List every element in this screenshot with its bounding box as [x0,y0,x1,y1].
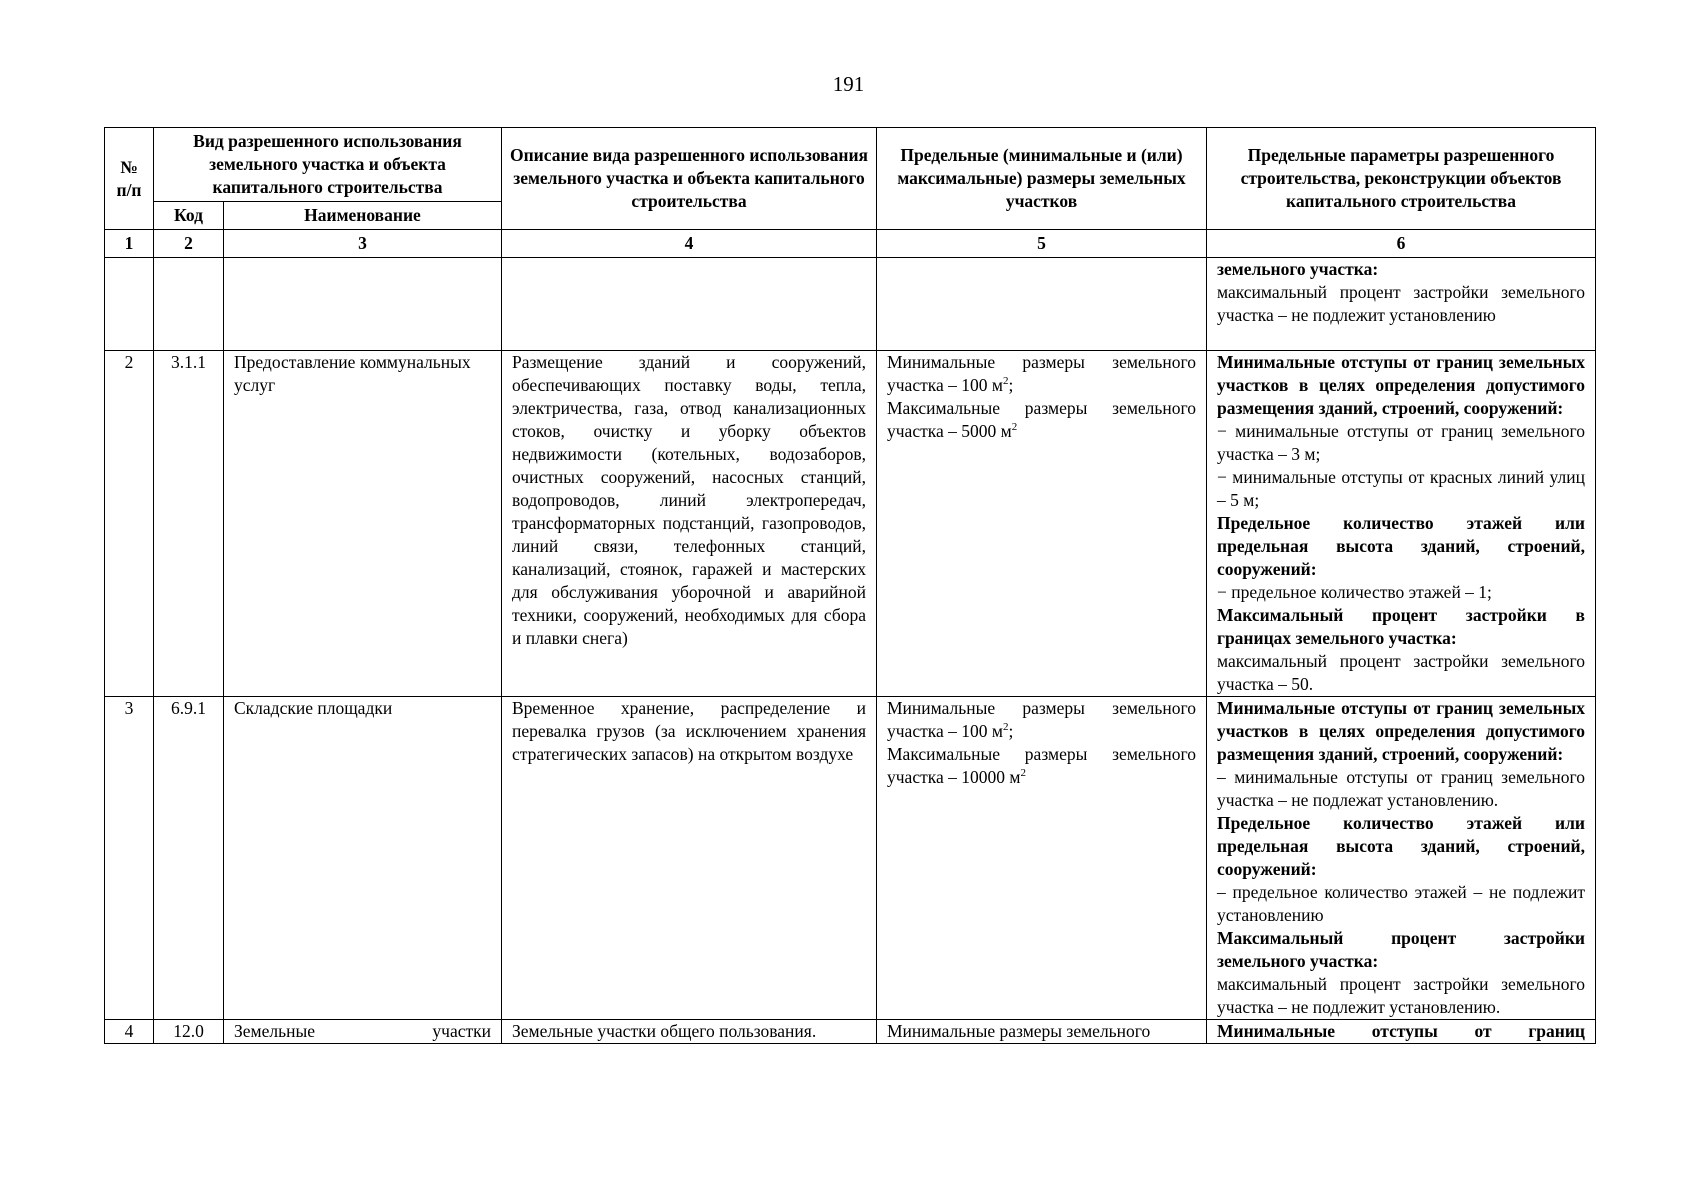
row-code: 6.9.1 [154,697,224,1020]
row-description [502,258,877,351]
header-code: Код [154,202,224,230]
header-description: Описание вида разрешенного использования земельного участка и объекта капитального строительства [502,128,877,230]
header-group: Вид разрешенного использования земельного участка и объекта капитального строительства [154,128,502,202]
column-number: 4 [502,230,877,258]
param-line: – минимальные отступы от границ земельного участка – не подлежат установлению. [1217,767,1585,810]
header-row [105,128,1596,202]
size-min-text: Минимальные размеры земельного участка – 100 м [887,352,1196,395]
param-heading: Предельное количество этажей или предельная высота зданий, строений, сооружений: [1217,813,1585,879]
row-code: 3.1.1 [154,351,224,697]
row-code: 12.0 [154,1020,224,1044]
column-number: 2 [154,230,224,258]
size-max-text: Максимальные размеры земельного участка – 10000 м [887,744,1196,787]
row-name [224,258,502,351]
size-min-sup: 2 [1002,721,1009,733]
row-sizes [877,351,1207,697]
page-number: 191 [832,72,865,96]
size-min-text: Минимальные размеры земельного участка – 100 м [887,698,1196,741]
row-params [1207,258,1596,351]
size-min-suffix: ; [1008,375,1014,395]
table-row [105,258,1596,351]
table-row [105,697,1596,1020]
size-min-sup: 2 [1002,375,1009,387]
table-row [105,351,1596,697]
param-line: − предельное количество этажей – 1; [1217,582,1492,602]
column-number: 6 [1207,230,1596,258]
row-name: Земельные участки [224,1020,502,1044]
column-number: 5 [877,230,1207,258]
header-sizes: Предельные (минимальные и (или) максимальные) размеры земельных участков [877,128,1207,230]
param-line: максимальный процент застройки земельного участка – 50. [1217,651,1585,694]
row-description: Земельные участки общего пользования. [502,1020,877,1044]
header-name: Наименование [224,202,502,230]
param-line: максимальный процент застройки земельного участка – не подлежит установлению. [1217,974,1585,1017]
row-name: Предоставление коммунальных услуг [224,351,502,697]
param-line: максимальный процент застройки земельного участка – не подлежит установлению [1217,282,1585,325]
row-code [154,258,224,351]
row-params [1207,697,1596,1020]
param-line: − минимальные отступы от границ земельного участка – 3 м; [1217,421,1585,464]
param-heading: Максимальный процент застройки в границах земельного участка: [1217,605,1585,648]
regulations-table [104,127,1596,1044]
size-min-suffix: ; [1008,721,1014,741]
column-number: 1 [105,230,154,258]
param-heading: Максимальный процент застройки земельного участка: [1217,928,1585,971]
column-number: 3 [224,230,502,258]
param-heading: Минимальные отступы от границ [1217,1021,1585,1041]
header-params: Предельные параметры разрешенного строительства, реконструкции объектов капитального строительства [1207,128,1596,230]
param-line: − минимальные отступы от красных линий улиц – 5 м; [1217,467,1585,510]
row-params [1207,1020,1596,1044]
column-numbers-row [105,230,1596,258]
row-num: 2 [105,351,154,697]
row-sizes [877,258,1207,351]
header-num: № п/п [105,128,154,230]
row-sizes [877,697,1207,1020]
row-num [105,258,154,351]
table-row [105,1020,1596,1044]
row-num: 3 [105,697,154,1020]
param-heading: Предельное количество этажей или предельная высота зданий, строений, сооружений: [1217,513,1585,579]
row-sizes: Минимальные размеры земельного [877,1020,1207,1044]
row-num: 4 [105,1020,154,1044]
param-heading: Минимальные отступы от границ земельных участков в целях определения допустимого размещения зданий, строений, сооружений: [1217,352,1585,418]
row-params [1207,351,1596,697]
row-description: Размещение зданий и сооружений, обеспечивающих поставку воды, тепла, электричества, газа, отвод канализационных стоков, очистку и уборку объектов недвижимости (котельных, водозаборов, очистных сооружений, насосных станций, водопроводов, линий электропередач, трансформаторных подстанций, газопроводов, линий связи, телефонных станций, канализаций, стоянок, гаражей и мастерских для обслуживания уборочной и аварийной техники, сооружений, необходимых для сбора и плавки снега) [502,351,877,697]
size-max-sup: 2 [1011,421,1018,433]
param-heading: земельного участка: [1217,259,1379,279]
param-heading: Минимальные отступы от границ земельных участков в целях определения допустимого размещения зданий, строений, сооружений: [1217,698,1585,764]
size-max-text: Максимальные размеры земельного участка – 5000 м [887,398,1196,441]
param-line: – предельное количество этажей – не подлежит установлению [1217,882,1585,925]
size-max-sup: 2 [1020,767,1026,779]
row-name: Складские площадки [224,697,502,1020]
row-description: Временное хранение, распределение и перевалка грузов (за исключением хранения стратегических запасов) на открытом воздухе [502,697,877,1020]
